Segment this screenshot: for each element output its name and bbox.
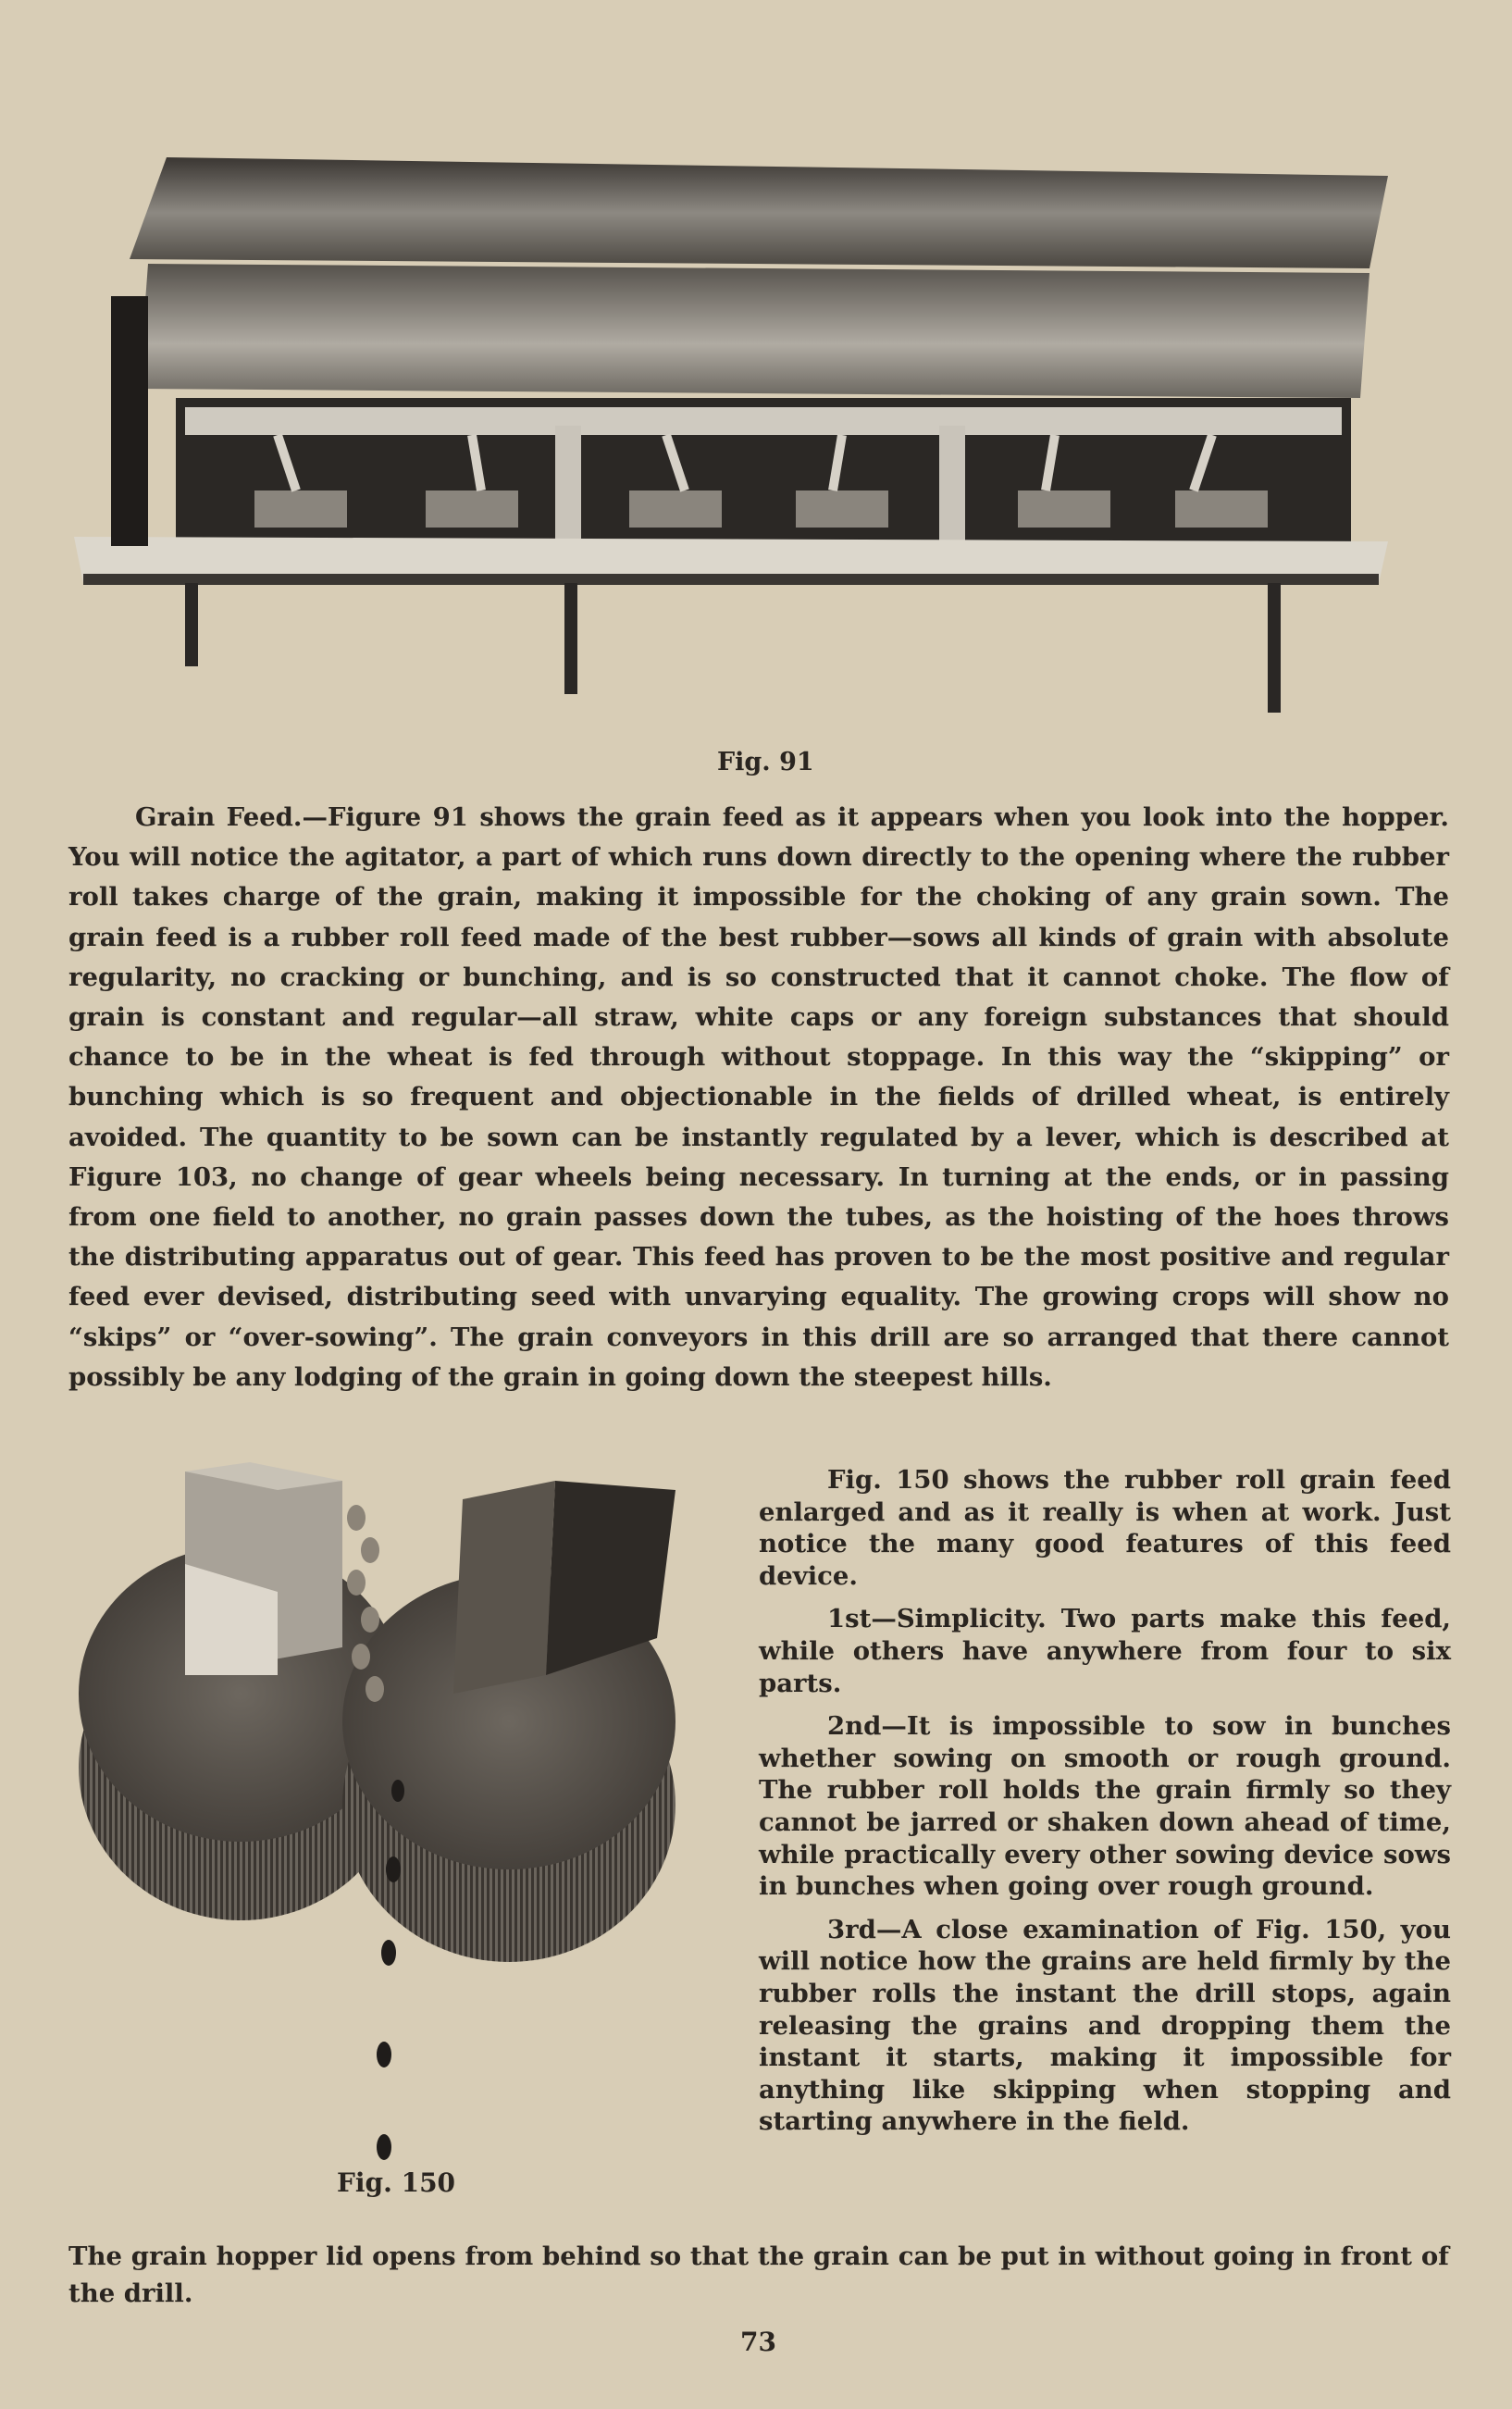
- fig150-caption: Fig. 150: [337, 2167, 456, 2198]
- grain-hopper-illustration: [74, 148, 1397, 740]
- hopper-lid-paragraph: The grain hopper lid opens from behind so that the grain can be put in without going in front of the drill.: [68, 2241, 1449, 2308]
- fig91-caption: Fig. 91: [717, 748, 814, 776]
- fig150-intro: Fig. 150 shows the rubber roll grain feed enlarged and as it really is when at work. Just notice the many good features of this feed device.: [759, 1465, 1451, 1591]
- fig150-description: [759, 1464, 1451, 2149]
- feature-grain-hold: 3rd—A close examination of Fig. 150, you will notice how the grains are held firmly by the rubber rolls the instant the drill stops, again releasing the grains and dropping them the instant it starts, making it impossible for anything like skipping when stopping and starting anywhere in the field.: [759, 1914, 1451, 2137]
- feature-no-bunching: 2nd—It is impossible to sow in bunches whether sowing on smooth or rough ground. The rubber roll holds the grain firmly so they cannot be jarred or shaken down ahead of time, while practically every other sowing device sows in bunches when going over rough ground.: [759, 1711, 1451, 1902]
- grain-feed-paragraph: Grain Feed.—Figure 91 shows the grain feed as it appears when you look into the hopper. You will notice the agitator, a part of which runs down directly to the opening where the rubber roll takes charge of the grain, making it impossible for the choking of any grain sown. The grain feed is a rubber roll feed made of the best rubber—sows all kinds of grain with absolute regularity, no cracking or bunching, and is so constructed that it cannot choke. The flow of grain is constant and regular—all straw, white caps or any foreign substances that should chance to be in the wheat is fed through without stoppage. In this way the “skipping” or bunching which is so frequent and objectionable in the fields of drilled wheat, is entirely avoided. The quantity to be sown can be instantly regulated by a lever, which is described at Figure 103, no change of gear wheels being necessary. In turning at the ends, or in passing from one field to another, no grain passes down the tubes, as the hoisting of the hoes throws the distributing apparatus out of gear. This feed has proven to be the most positive and regular feed ever devised, distributing seed with unvarying equality. The growing crops will show no “skips” or “over-sowing”. The grain conveyors in this drill are so arranged that there cannot possibly be any lodging of the grain in going down the steepest hills.: [68, 802, 1449, 1392]
- feature-simplicity: 1st—Simplicity. Two parts make this feed, while others have anywhere from four to six parts.: [759, 1604, 1451, 1698]
- page-number: 73: [740, 2327, 776, 2357]
- rubber-roll-feed-illustration: [65, 1462, 731, 2184]
